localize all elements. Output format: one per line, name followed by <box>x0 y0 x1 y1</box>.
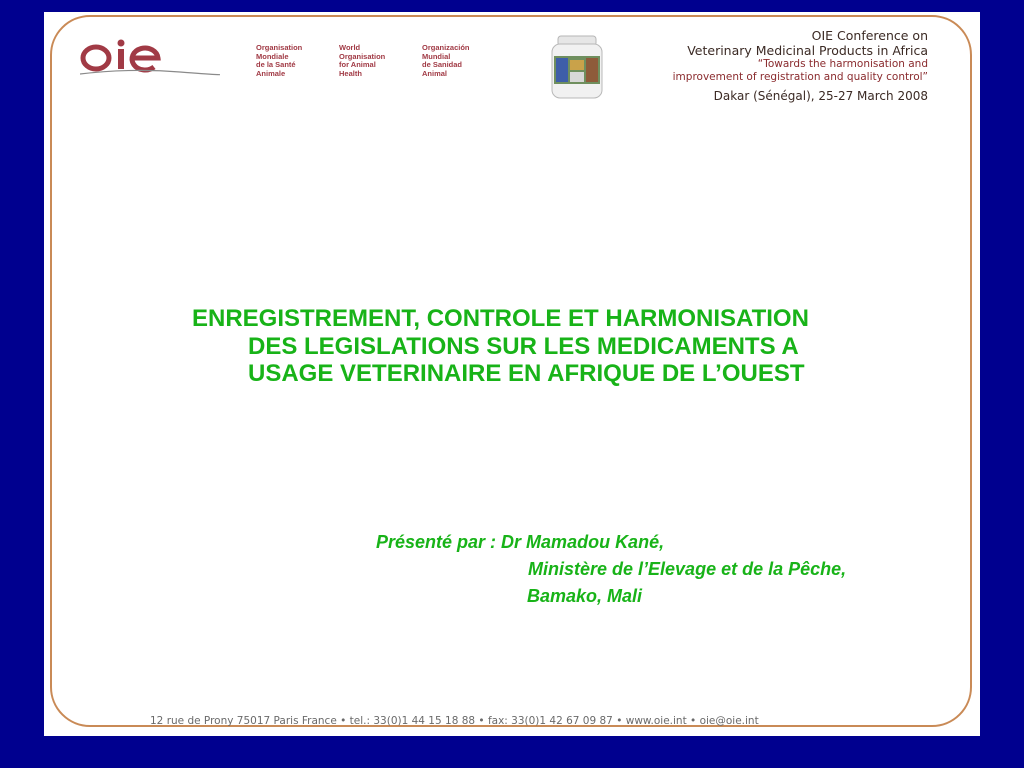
presenter-location: Bamako, Mali <box>527 586 643 606</box>
presenter-ministry: Ministère de l’Elevage et de la Pêche, <box>528 559 847 579</box>
footer-contact: 12 rue de Prony 75017 Paris France • tel.: 33(0)1 44 15 18 88 • fax: 33(0)1 42 67 09 87 • www.oie.int • oie@oie.int <box>150 715 759 727</box>
title-line-3: USAGE VETERINAIRE EN AFRIQUE DE L’OUEST <box>248 360 805 387</box>
conference-title: OIE Conference on <box>811 28 928 43</box>
oie-logo <box>80 38 220 78</box>
org-name-english: World Organisation for Animal Health <box>339 43 386 78</box>
conference-subtitle: Veterinary Medicinal Products in Africa <box>687 43 928 58</box>
conference-theme-line2: improvement of registration and quality control” <box>672 71 928 83</box>
title-line-1: ENREGISTREMENT, CONTROLE ET HARMONISATION <box>192 305 809 332</box>
title-line-2: DES LEGISLATIONS SUR LES MEDICAMENTS A <box>248 332 799 360</box>
slide-title <box>192 305 952 388</box>
conference-theme-line1: “Towards the harmonisation and <box>757 58 928 70</box>
org-name-spanish: Organización Mundial de Sanidad Animal <box>422 43 470 78</box>
slide <box>44 12 980 736</box>
org-name-french: Organisation Mondiale de la Santé Animale <box>256 43 303 78</box>
presenter-name: Présenté par : Dr Mamadou Kané, <box>376 532 665 552</box>
conference-date: Dakar (Sénégal), 25-27 March 2008 <box>713 89 928 103</box>
oie-logo-icon <box>80 38 220 78</box>
conference-info <box>588 28 928 105</box>
